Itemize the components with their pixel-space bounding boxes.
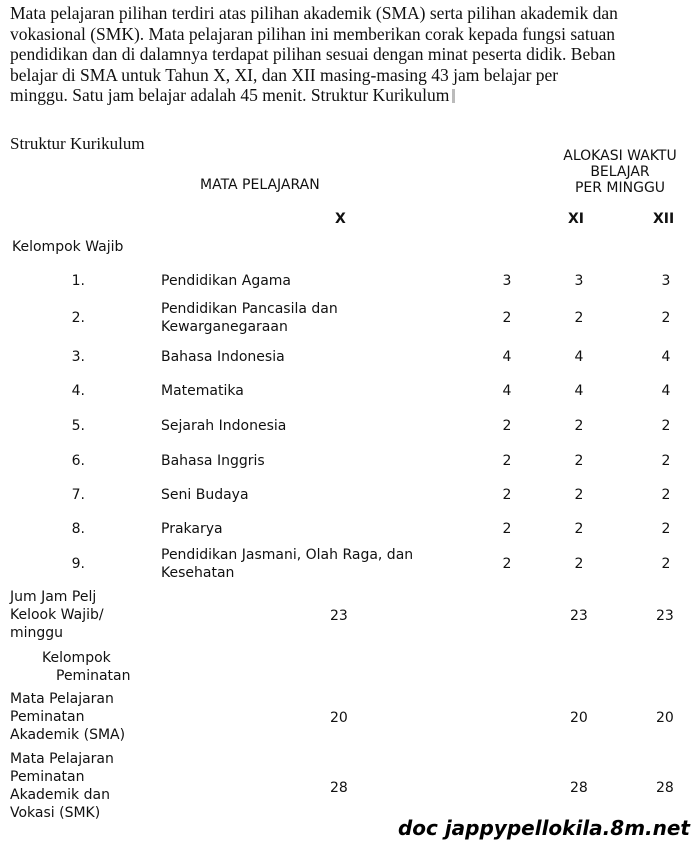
hours-xii: 2 — [661, 487, 671, 503]
subject-name — [161, 348, 285, 366]
total-x: 23 — [330, 608, 348, 624]
subject-name-line: Pendidikan Agama — [161, 273, 292, 289]
text-cursor-icon — [452, 89, 455, 103]
sma-label-line: Peminatan — [10, 709, 85, 725]
allocation-header — [552, 148, 688, 196]
smk-xii: 28 — [656, 780, 674, 796]
hours-xi: 3 — [574, 273, 584, 289]
sma-x: 20 — [330, 710, 348, 726]
subject-name-line: Bahasa Indonesia — [161, 349, 285, 365]
subject-name-line: Pendidikan Jasmani, Olah Raga, dan — [161, 547, 414, 563]
subject-column-header: MATA PELAJARAN — [200, 177, 320, 193]
intro-line: Mata pelajaran pilihan terdiri atas pilihan akademik (SMA) serta pilihan akademik dan — [10, 3, 618, 23]
hours-x: 2 — [502, 521, 512, 537]
hours-x: 4 — [502, 349, 512, 365]
watermark: doc jappypellokila.8m.net — [397, 816, 690, 840]
allocation-header-line: ALOKASI WAKTU — [563, 148, 677, 164]
hours-xi: 4 — [574, 383, 584, 399]
subject-name — [161, 300, 338, 336]
smk-label-line: Mata Pelajaran — [10, 751, 114, 767]
row-number: 9. — [71, 556, 85, 572]
row-number: 6. — [71, 453, 85, 469]
subject-name-line: Kewarganegaraan — [161, 319, 288, 335]
hours-xi: 2 — [574, 310, 584, 326]
smk-label-line: Vokasi (SMK) — [10, 805, 101, 821]
subject-name-line: Prakarya — [161, 521, 223, 537]
intro-paragraph — [10, 3, 700, 106]
hours-x: 2 — [502, 310, 512, 326]
subject-name-line: Matematika — [161, 383, 244, 399]
subject-name — [161, 272, 291, 290]
peminatan-label-line: Peminatan — [56, 668, 131, 684]
hours-x: 2 — [502, 453, 512, 469]
total-label-line: minggu — [10, 625, 64, 641]
hours-xii: 2 — [661, 453, 671, 469]
row-number: 5. — [71, 418, 85, 434]
sma-xii: 20 — [656, 710, 674, 726]
hours-xii: 2 — [661, 418, 671, 434]
total-xi: 23 — [570, 608, 588, 624]
subject-name-line: Pendidikan Pancasila dan — [161, 301, 338, 317]
subject-name — [161, 520, 223, 538]
hours-xii: 4 — [661, 349, 671, 365]
allocation-header-line: BELAJAR — [590, 164, 650, 180]
grade-xii-header: XII — [653, 211, 675, 227]
sma-xi: 20 — [570, 710, 588, 726]
grade-xi-header: XI — [568, 211, 585, 227]
hours-xi: 2 — [574, 521, 584, 537]
hours-x: 2 — [502, 487, 512, 503]
intro-line: pendidikan dan di dalamnya terdapat pilihan sesuai dengan minat peserta didik. Beban — [10, 44, 616, 64]
hours-x: 4 — [502, 383, 512, 399]
hours-xi: 2 — [574, 418, 584, 434]
subject-name — [161, 546, 413, 582]
row-number: 7. — [71, 487, 85, 503]
intro-line — [10, 85, 700, 106]
hours-xi: 4 — [574, 349, 584, 365]
subject-name-line: Bahasa Inggris — [161, 453, 265, 469]
hours-xii: 2 — [661, 310, 671, 326]
smk-label-line: Peminatan — [10, 769, 85, 785]
total-label-line: Jum Jam Pelj — [10, 589, 97, 605]
row-number: 3. — [71, 349, 85, 365]
hours-xi: 2 — [574, 556, 584, 572]
hours-xii: 3 — [661, 273, 671, 289]
subject-name — [161, 486, 249, 504]
smk-x: 28 — [330, 780, 348, 796]
total-label-line: Kelook Wajib/ — [10, 607, 104, 623]
sma-label-line: Akademik (SMA) — [10, 727, 126, 743]
intro-line: belajar di SMA untuk Tahun X, XI, dan XII masing-masing 43 jam belajar per — [10, 64, 559, 85]
total-xii: 23 — [656, 608, 674, 624]
total-label — [10, 588, 104, 642]
sma-label — [10, 690, 125, 744]
hours-xii: 2 — [661, 521, 671, 537]
hours-xi: 2 — [574, 453, 584, 469]
hours-x: 3 — [502, 273, 512, 289]
group-wajib-label: Kelompok Wajib — [12, 239, 124, 255]
hours-xii: 2 — [661, 556, 671, 572]
smk-xi: 28 — [570, 780, 588, 796]
intro-line-text: minggu. Satu jam belajar adalah 45 menit. Struktur Kurikulum — [10, 85, 450, 105]
hours-xii: 4 — [661, 383, 671, 399]
row-number: 1. — [71, 273, 85, 289]
subject-name-line: Kesehatan — [161, 565, 235, 581]
subject-name — [161, 417, 286, 435]
subject-name — [161, 382, 244, 400]
peminatan-group-label — [42, 649, 130, 685]
hours-x: 2 — [502, 556, 512, 572]
hours-x: 2 — [502, 418, 512, 434]
peminatan-label-line: Kelompok — [42, 650, 111, 666]
row-number: 2. — [71, 310, 85, 326]
subject-name — [161, 452, 265, 470]
grade-x-header: X — [335, 211, 346, 227]
section-label: Struktur Kurikulum — [10, 134, 145, 153]
subject-name-line: Seni Budaya — [161, 487, 249, 503]
row-number: 4. — [71, 383, 85, 399]
allocation-header-line: PER MINGGU — [574, 180, 666, 196]
smk-label-line: Akademik dan — [10, 787, 110, 803]
smk-label — [10, 750, 114, 822]
intro-line: vokasional (SMK). Mata pelajaran pilihan ini memberikan corak kepada fungsi satuan — [10, 23, 616, 44]
subject-name-line: Sejarah Indonesia — [161, 418, 287, 434]
hours-xi: 2 — [574, 487, 584, 503]
row-number: 8. — [71, 521, 85, 537]
sma-label-line: Mata Pelajaran — [10, 691, 114, 707]
